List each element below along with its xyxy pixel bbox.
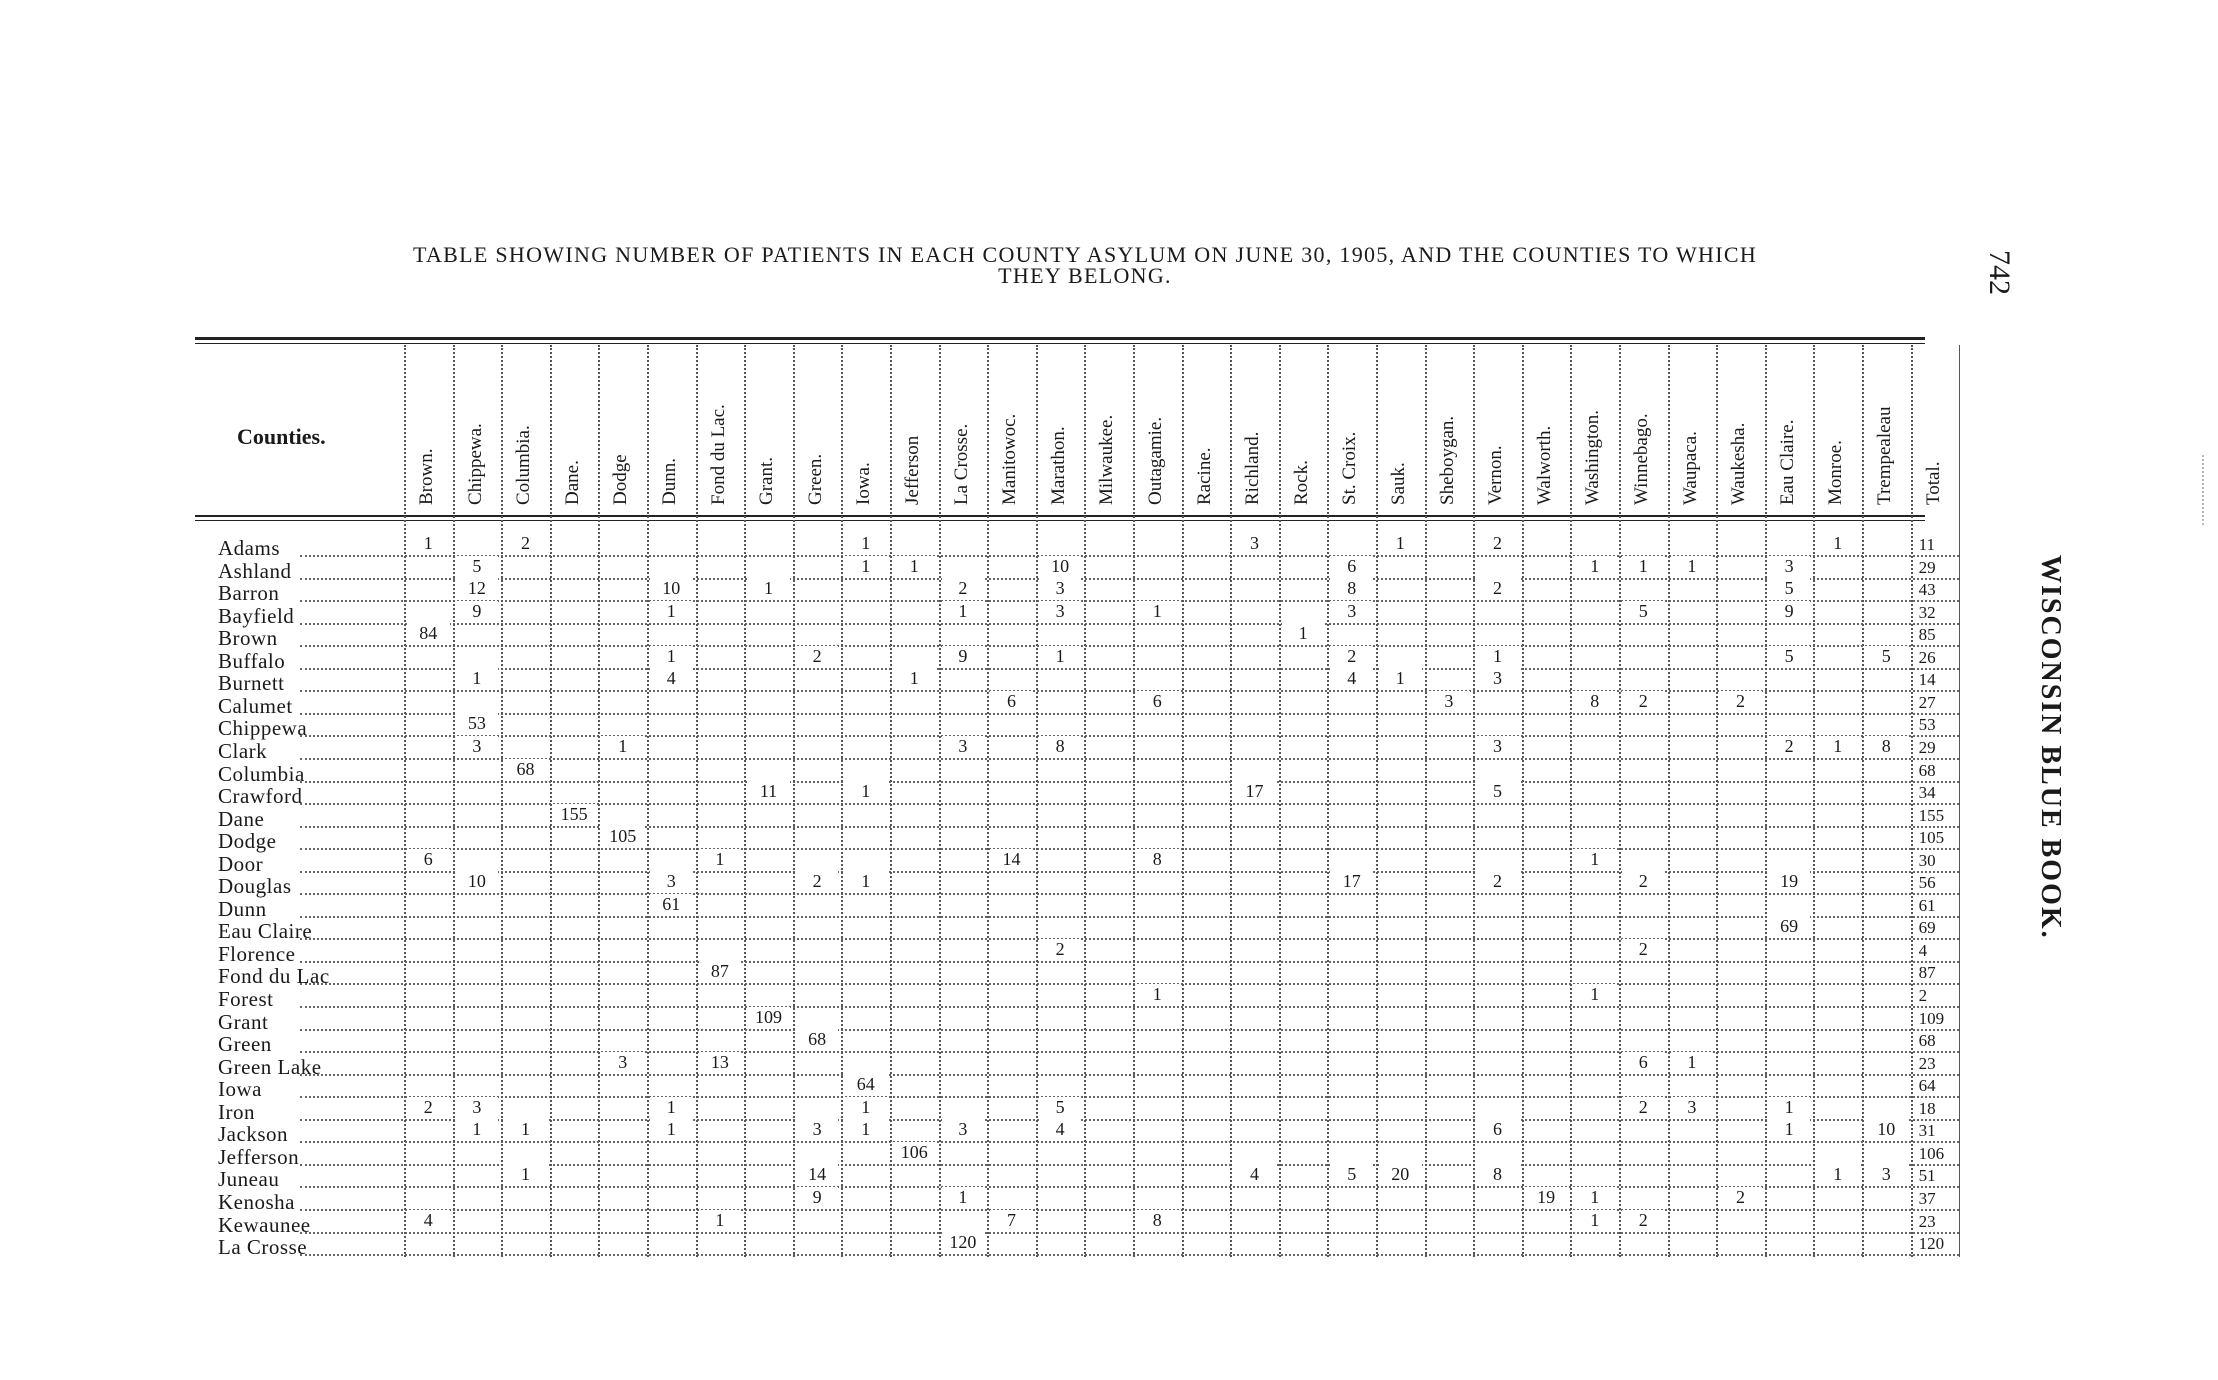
table-cell: 14 [796, 1164, 839, 1184]
county-name: Ashland [218, 558, 292, 583]
table-cell: 1 [844, 871, 887, 891]
table-cell: 3 [1428, 691, 1471, 711]
row-total: 14 [1918, 670, 1936, 690]
county-name: Dunn [218, 896, 267, 921]
column-header-richland: Richland. [1242, 431, 1264, 505]
table-cell: 7 [990, 1210, 1033, 1230]
column-header-eau-claire: Eau Claire. [1776, 419, 1798, 505]
column-separator [793, 345, 795, 1257]
table-top-rule-thin [195, 343, 1925, 344]
column-header-sauk: Sauk. [1388, 462, 1409, 505]
table-cell: 1 [1768, 1119, 1811, 1139]
column-separator [744, 345, 746, 1257]
table-cell: 1 [1622, 556, 1665, 576]
table-cell: 10 [1865, 1119, 1908, 1139]
county-name: Crawford [218, 784, 303, 809]
table-cell: 53 [456, 713, 499, 733]
table-cell: 1 [1039, 646, 1082, 666]
table-cell: 1 [1573, 1210, 1616, 1230]
table-cell: 20 [1379, 1164, 1422, 1184]
county-name: Door [218, 851, 264, 876]
column-header-fond-du-lac: Fond du Lac. [707, 404, 729, 505]
row-total: 37 [1918, 1188, 1936, 1208]
column-header-st-croix: St. Croix. [1339, 431, 1361, 505]
table-cell: 87 [699, 961, 742, 981]
column-separator [1376, 345, 1378, 1257]
table-cell: 2 [1476, 578, 1519, 598]
table-cell: 1 [893, 668, 936, 688]
row-total: 43 [1918, 580, 1936, 600]
table-cell: 1 [1816, 1164, 1859, 1184]
county-name: Chippewa [218, 716, 308, 741]
county-name: Grant [218, 1009, 269, 1034]
row-total: 68 [1918, 760, 1936, 780]
row-total: 31 [1918, 1121, 1936, 1141]
row-total: 23 [1918, 1211, 1936, 1231]
column-header-washington: Washington. [1582, 409, 1604, 505]
table-cell: 1 [1768, 1097, 1811, 1117]
column-separator [939, 345, 941, 1257]
table-cell: 5 [1865, 646, 1908, 666]
row-total: 68 [1918, 1031, 1936, 1051]
table-cell: 5 [1768, 578, 1811, 598]
table-cell: 3 [942, 1119, 985, 1139]
row-total: 34 [1918, 783, 1936, 803]
table-cell: 3 [796, 1119, 839, 1139]
column-separator [1813, 345, 1815, 1257]
table-cell: 1 [1671, 1052, 1714, 1072]
table-cell: 5 [1330, 1164, 1373, 1184]
table-cell: 1 [1816, 736, 1859, 756]
county-name: Jefferson [218, 1144, 300, 1169]
table-cell: 3 [1476, 736, 1519, 756]
county-name: Iowa [218, 1077, 262, 1102]
table-cell: 5 [456, 556, 499, 576]
county-name: Kewaunee [218, 1212, 311, 1237]
table-cell: 1 [650, 646, 693, 666]
row-total: 120 [1918, 1234, 1945, 1254]
column-header-green: Green. [804, 453, 826, 505]
row-total: 64 [1918, 1076, 1936, 1096]
column-separator [1959, 345, 1960, 1257]
table-cell: 2 [1476, 533, 1519, 553]
column-separator [890, 345, 892, 1257]
table-cell: 8 [1573, 691, 1616, 711]
table-cell: 17 [1330, 871, 1373, 891]
table-cell: 3 [1233, 533, 1276, 553]
table-cell: 4 [650, 668, 693, 688]
table-cell: 1 [844, 1119, 887, 1139]
column-header-outagamie: Outagamie. [1145, 416, 1166, 505]
table-cell: 9 [796, 1187, 839, 1207]
county-name: Barron [218, 581, 280, 606]
table-cell: 1 [844, 556, 887, 576]
table-cell: 9 [942, 646, 985, 666]
table-cell: 1 [504, 1119, 547, 1139]
table-cell: 5 [1622, 601, 1665, 621]
table-cell: 19 [1525, 1187, 1568, 1207]
column-separator [647, 345, 649, 1257]
running-head: WISCONSIN BLUE BOOK. [2035, 555, 2066, 940]
table-cell: 69 [1768, 916, 1811, 936]
row-total: 23 [1918, 1053, 1936, 1073]
table-cell: 1 [1476, 646, 1519, 666]
column-header-dodge: Dodge [610, 454, 632, 505]
column-header-jefferson: Jefferson [902, 435, 923, 505]
row-total: 53 [1918, 715, 1936, 735]
table-cell: 4 [407, 1210, 450, 1230]
row-total: 32 [1918, 602, 1936, 622]
row-total: 69 [1918, 918, 1936, 938]
table-cell: 3 [650, 871, 693, 891]
table-cell: 1 [1573, 1187, 1616, 1207]
county-name: Forest [218, 987, 274, 1011]
row-total: 26 [1918, 647, 1936, 667]
table-cell: 3 [1768, 556, 1811, 576]
counties-header: Counties. [237, 424, 326, 449]
column-separator [1182, 345, 1184, 1257]
table-cell: 8 [1136, 1210, 1179, 1230]
table-cell: 2 [1719, 1187, 1762, 1207]
table-cell: 1 [1671, 556, 1714, 576]
table-cell: 6 [407, 849, 450, 869]
county-name: Florence [218, 941, 296, 966]
table-cell: 1 [1136, 984, 1179, 1004]
row-total: 87 [1918, 963, 1936, 983]
column-separator [1230, 345, 1232, 1257]
row-total: 27 [1918, 692, 1936, 712]
column-separator [1619, 345, 1621, 1257]
table-cell: 1 [844, 1097, 887, 1117]
county-name: Jackson [218, 1122, 288, 1147]
county-name: Fond du Lac [218, 964, 330, 989]
row-total: 51 [1918, 1166, 1936, 1186]
column-separator [1668, 345, 1670, 1257]
column-separator [1570, 345, 1572, 1257]
table-cell: 3 [456, 736, 499, 756]
table-cell: 1 [1379, 533, 1422, 553]
table-cell: 12 [456, 578, 499, 598]
county-name: Burnett [218, 671, 285, 696]
table-cell: 2 [942, 578, 985, 598]
row-total: 18 [1918, 1098, 1936, 1118]
table-cell: 2 [1330, 646, 1373, 666]
table-cell: 84 [407, 623, 450, 643]
table-cell: 1 [456, 1119, 499, 1139]
column-header-sheboygan: Sheboygan. [1436, 415, 1458, 505]
table-cell: 8 [1039, 736, 1082, 756]
table-cell: 2 [504, 533, 547, 553]
row-total: 85 [1918, 625, 1936, 645]
table-title-line-2: THEY BELONG. [998, 263, 1172, 288]
row-total: 4 [1918, 940, 1928, 960]
table-cell: 3 [456, 1097, 499, 1117]
column-separator [550, 345, 552, 1257]
column-header-marathon: Marathon. [1047, 426, 1069, 505]
table-cell: 1 [1379, 668, 1422, 688]
column-separator [987, 345, 989, 1257]
table-cell: 1 [1573, 849, 1616, 869]
column-separator [696, 345, 698, 1257]
row-total: 61 [1918, 895, 1936, 915]
column-separator [1425, 345, 1427, 1257]
column-header-brown: Brown. [416, 448, 437, 505]
table-cell: 10 [1039, 556, 1082, 576]
table-cell: 11 [747, 781, 790, 801]
column-header-monroe: Monroe. [1825, 440, 1847, 505]
table-cell: 1 [844, 781, 887, 801]
column-separator [1911, 345, 1913, 1257]
county-name: Dodge [218, 829, 277, 854]
county-name: Clark [218, 738, 268, 763]
column-separator [404, 345, 406, 1257]
table-cell: 1 [893, 556, 936, 576]
table-cell: 1 [844, 533, 887, 553]
row-total: 109 [1918, 1008, 1945, 1028]
table-cell: 2 [1719, 691, 1762, 711]
county-name: Juneau [218, 1167, 280, 1192]
table-cell: 1 [747, 578, 790, 598]
table-cell: 3 [1671, 1097, 1714, 1117]
column-header-chippewa: Chippewa. [464, 423, 486, 505]
table-cell: 1 [650, 1119, 693, 1139]
table-top-rule [195, 337, 1925, 340]
page-number: 742 [1983, 250, 2016, 295]
table-cell: 4 [1039, 1119, 1082, 1139]
table-cell: 1 [699, 1210, 742, 1230]
table-cell: 2 [1768, 736, 1811, 756]
table-cell: 6 [990, 691, 1033, 711]
table-cell: 1 [942, 1187, 985, 1207]
county-name: Green Lake [218, 1054, 322, 1079]
table-cell: 8 [1476, 1164, 1519, 1184]
table-cell: 3 [601, 1052, 644, 1072]
column-separator [1279, 345, 1281, 1257]
county-name: La Crosse [218, 1235, 308, 1260]
column-header-waukesha: Waukesha. [1728, 422, 1750, 505]
table-cell: 2 [1622, 691, 1665, 711]
table-cell: 9 [1768, 601, 1811, 621]
table-cell: 3 [942, 736, 985, 756]
column-header-grant: Grant. [756, 456, 778, 505]
column-separator [1716, 345, 1718, 1257]
table-cell: 3 [1476, 668, 1519, 688]
table-cell: 64 [844, 1074, 887, 1094]
table-cell: 2 [1622, 1097, 1665, 1117]
row-total: 29 [1918, 737, 1936, 757]
county-name: Columbia [218, 761, 305, 786]
table-cell: 68 [504, 759, 547, 779]
table-cell: 6 [1476, 1119, 1519, 1139]
column-header-la-crosse: La Crosse. [950, 423, 972, 505]
table-cell: 1 [1816, 533, 1859, 553]
table-cell: 61 [650, 894, 693, 914]
table-cell: 1 [407, 533, 450, 553]
column-header-columbia: Columbia. [513, 425, 535, 505]
column-header-rock: Rock. [1290, 460, 1312, 505]
column-separator [453, 345, 455, 1257]
table-cell: 2 [407, 1097, 450, 1117]
row-total: 155 [1918, 805, 1945, 825]
column-header-milwaukee: Milwaukee. [1096, 414, 1118, 505]
table-cell: 2 [1622, 871, 1665, 891]
column-header-waupaca: Waupaca. [1679, 431, 1701, 505]
row-total: 11 [1918, 535, 1935, 554]
table-cell: 1 [650, 601, 693, 621]
county-name: Brown [218, 626, 278, 651]
column-separator [1133, 345, 1135, 1257]
column-header-winnebago: Winnebago. [1631, 413, 1652, 505]
county-name: Douglas [218, 874, 292, 899]
table-cell: 109 [747, 1007, 790, 1027]
county-name: Green [218, 1032, 272, 1057]
table-cell: 2 [1622, 939, 1665, 959]
column-header-total: Total. [1922, 461, 1944, 505]
row-total: 2 [1918, 986, 1928, 1005]
table-cell: 13 [699, 1052, 742, 1072]
column-separator [1473, 345, 1475, 1257]
table-cell: 3 [1330, 601, 1373, 621]
table-cell: 1 [699, 849, 742, 869]
column-header-vernon: Vernon. [1485, 445, 1507, 505]
row-total: 29 [1918, 557, 1936, 577]
table-cell: 155 [553, 804, 596, 824]
table-cell: 1 [601, 736, 644, 756]
row-total: 56 [1918, 873, 1936, 893]
column-header-iowa: Iowa. [853, 462, 875, 505]
table-cell: 1 [1136, 601, 1179, 621]
table-cell: 1 [1573, 556, 1616, 576]
column-separator [598, 345, 600, 1257]
column-separator [1522, 345, 1524, 1257]
county-name: Calumet [218, 693, 293, 718]
column-header-dane: Dane. [561, 460, 583, 505]
row-total: 30 [1918, 850, 1936, 870]
table-cell: 106 [893, 1142, 936, 1162]
table-cell: 1 [456, 668, 499, 688]
table-cell: 1 [504, 1164, 547, 1184]
column-header-walworth: Walworth. [1533, 425, 1555, 505]
table-title-line-1: TABLE SHOWING NUMBER OF PATIENTS IN EACH COUNTY ASYLUM ON JUNE 30, 1905, AND THE COUNTIES TO WHICH [412, 242, 1758, 267]
table-cell: 1 [1282, 623, 1325, 643]
table-cell: 2 [1622, 1210, 1665, 1230]
column-separator [1327, 345, 1329, 1257]
county-name: Eau Claire [218, 919, 313, 944]
table-cell: 19 [1768, 871, 1811, 891]
table-cell: 6 [1136, 691, 1179, 711]
column-separator [841, 345, 843, 1257]
table-cell: 2 [796, 871, 839, 891]
table-cell: 14 [990, 849, 1033, 869]
table-cell: 2 [1039, 939, 1082, 959]
table-cell: 105 [601, 826, 644, 846]
table-cell: 4 [1330, 668, 1373, 688]
table-cell: 5 [1476, 781, 1519, 801]
table-cell: 8 [1330, 578, 1373, 598]
county-name: Kenosha [218, 1189, 295, 1214]
county-name: Iron [218, 1099, 255, 1124]
column-header-racine: Racine. [1193, 447, 1215, 505]
table-cell: 2 [1476, 871, 1519, 891]
county-name: Bayfield [218, 603, 295, 628]
column-separator [1036, 345, 1038, 1257]
table-cell: 5 [1039, 1097, 1082, 1117]
table-cell: 4 [1233, 1164, 1276, 1184]
table-cell: 8 [1136, 849, 1179, 869]
row-total: 105 [1918, 828, 1945, 848]
county-name: Buffalo [218, 648, 286, 673]
table-cell: 3 [1039, 578, 1082, 598]
table-cell: 1 [650, 1097, 693, 1117]
column-header-trempealeau: Trempealeau [1874, 406, 1895, 505]
table-cell: 8 [1865, 736, 1908, 756]
table-cell: 6 [1330, 556, 1373, 576]
table-cell: 2 [796, 646, 839, 666]
column-separator [1765, 345, 1767, 1257]
table-cell: 6 [1622, 1052, 1665, 1072]
county-name: Adams [218, 536, 280, 560]
column-separator [1862, 345, 1864, 1257]
table-cell: 10 [650, 578, 693, 598]
column-header-dunn: Dunn. [659, 458, 680, 505]
table-cell: 1 [1573, 984, 1616, 1004]
table-cell: 3 [1039, 601, 1082, 621]
county-name: Dane [218, 806, 265, 831]
table-cell: 120 [942, 1232, 985, 1252]
table-cell: 5 [1768, 646, 1811, 666]
column-header-manitowoc: Manitowoc. [999, 413, 1021, 505]
table-cell: 68 [796, 1029, 839, 1049]
row-total: 106 [1918, 1143, 1945, 1163]
table-cell: 17 [1233, 781, 1276, 801]
table-cell: 10 [456, 871, 499, 891]
table-cell: 3 [1865, 1164, 1908, 1184]
column-separator [501, 345, 503, 1257]
column-separator [1084, 345, 1086, 1257]
table-cell: 1 [942, 601, 985, 621]
table-cell: 9 [456, 601, 499, 621]
